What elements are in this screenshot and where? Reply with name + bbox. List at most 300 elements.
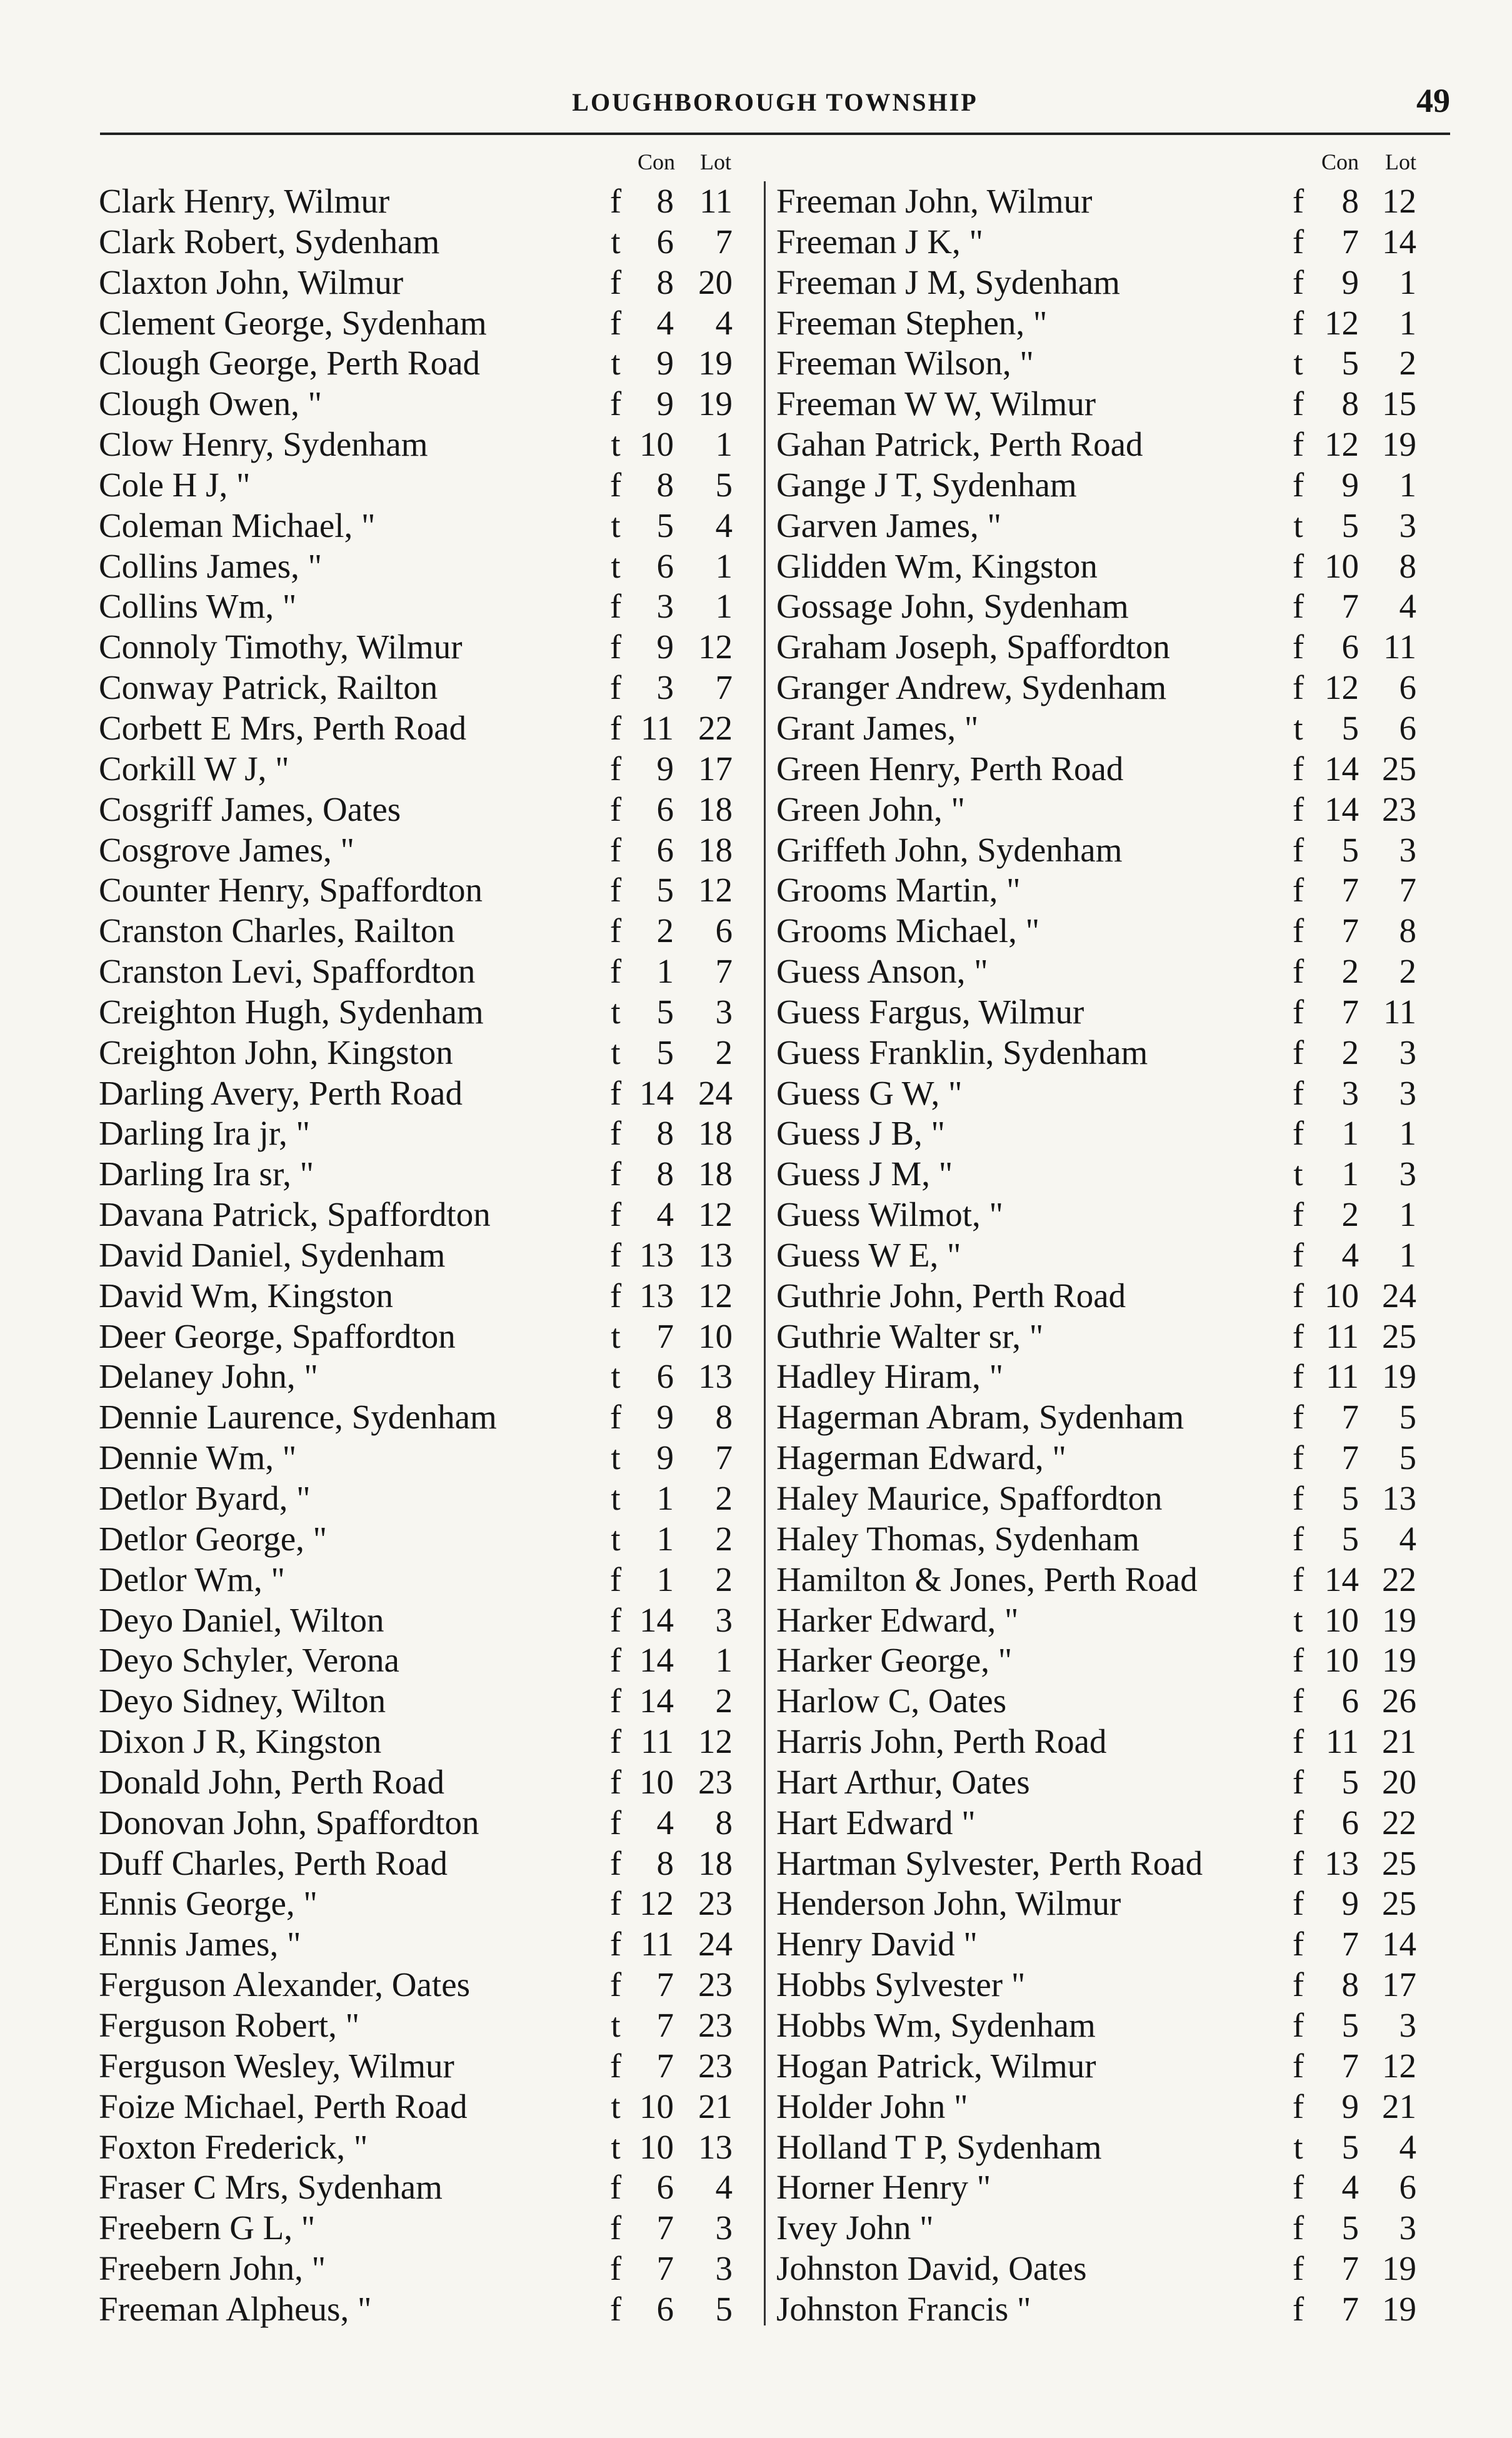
tenure-code: f xyxy=(1292,871,1304,910)
resident-name: Hamilton & Jones, Perth Road xyxy=(776,1560,1198,1598)
concession-number: 5 xyxy=(1341,708,1359,747)
tenure-code: f xyxy=(609,2168,622,2207)
concession-number: 13 xyxy=(639,1235,674,1274)
lot-number: 22 xyxy=(1382,1560,1416,1598)
resident-name: Harlow C, Oates xyxy=(776,1682,1007,1720)
lot-number: 2 xyxy=(715,1560,733,1598)
tenure-code: f xyxy=(609,1195,622,1234)
directory-entry xyxy=(99,1600,771,1641)
resident-name: Donovan John, Spaffordton xyxy=(99,1803,479,1842)
directory-entry xyxy=(776,2005,1451,2046)
directory-entry xyxy=(99,1154,771,1195)
concession-number: 3 xyxy=(656,668,674,707)
lot-number: 4 xyxy=(1399,2127,1416,2166)
tenure-code: f xyxy=(609,1762,622,1801)
directory-entry xyxy=(99,1235,771,1276)
directory-entry xyxy=(776,506,1451,546)
tenure-code: f xyxy=(1292,1357,1304,1396)
resident-name: Guthrie Walter sr, " xyxy=(776,1317,1044,1355)
concession-number: 14 xyxy=(639,1641,674,1680)
lot-number: 19 xyxy=(1382,2249,1416,2288)
directory-entry xyxy=(99,2127,771,2168)
lot-number: 21 xyxy=(1382,1722,1416,1761)
resident-name: David Daniel, Sydenham xyxy=(99,1235,446,1274)
concession-number: 6 xyxy=(656,546,674,585)
directory-entry xyxy=(99,1722,771,1762)
page-number: 49 xyxy=(1416,82,1450,119)
concession-number: 1 xyxy=(656,1560,674,1598)
directory-entry xyxy=(99,181,771,222)
concession-number: 5 xyxy=(1341,2005,1359,2044)
lot-number: 19 xyxy=(698,384,733,423)
tenure-code: f xyxy=(609,2249,622,2288)
directory-entry xyxy=(776,790,1451,830)
lot-number: 18 xyxy=(698,830,733,869)
resident-name: Guess J M, " xyxy=(776,1155,953,1193)
concession-number: 7 xyxy=(656,1317,674,1355)
concession-number: 8 xyxy=(656,263,674,301)
concession-number: 1 xyxy=(1341,1114,1359,1153)
directory-entry xyxy=(776,465,1451,506)
lot-number: 13 xyxy=(1382,1479,1416,1517)
tenure-code: f xyxy=(609,952,622,991)
column-header xyxy=(99,149,771,181)
resident-name: Hartman Sylvester, Perth Road xyxy=(776,1844,1203,1882)
tenure-code: f xyxy=(609,182,622,220)
resident-name: Haley Maurice, Spaffordton xyxy=(776,1479,1163,1517)
directory-entry xyxy=(99,992,771,1033)
concession-number: 7 xyxy=(656,2005,674,2044)
tenure-code: f xyxy=(609,749,622,788)
tenure-code: f xyxy=(609,1155,622,1193)
concession-number: 9 xyxy=(1341,465,1359,504)
directory-entry xyxy=(776,1803,1451,1844)
tenure-code: t xyxy=(611,1317,621,1355)
tenure-code: t xyxy=(611,992,621,1031)
resident-name: Holder John " xyxy=(776,2087,968,2125)
concession-number: 5 xyxy=(1341,1762,1359,1801)
directory-entry xyxy=(776,1397,1451,1438)
resident-name: Duff Charles, Perth Road xyxy=(99,1844,448,1882)
concession-number: 9 xyxy=(656,628,674,666)
resident-name: Horner Henry " xyxy=(776,2168,991,2207)
directory-entry xyxy=(99,1195,771,1235)
lot-number: 3 xyxy=(1399,830,1416,869)
directory-entry xyxy=(776,303,1451,344)
lot-number: 19 xyxy=(1382,425,1416,464)
tenure-code: t xyxy=(611,2127,621,2166)
lot-number: 8 xyxy=(715,1398,733,1437)
tenure-code: f xyxy=(609,1803,622,1842)
tenure-code: f xyxy=(609,830,622,869)
directory-entry xyxy=(776,1073,1451,1114)
lot-number: 3 xyxy=(1399,1073,1416,1112)
directory-entry xyxy=(99,2249,771,2289)
lot-number: 5 xyxy=(715,465,733,504)
concession-number: 5 xyxy=(1341,506,1359,544)
lot-number: 12 xyxy=(698,871,733,910)
tenure-code: f xyxy=(609,1682,622,1720)
resident-name: Hart Edward " xyxy=(776,1803,976,1842)
resident-name: Deyo Daniel, Wilton xyxy=(99,1600,384,1639)
tenure-code: f xyxy=(1292,1114,1304,1153)
concession-number: 2 xyxy=(1341,952,1359,991)
lot-number: 7 xyxy=(715,1438,733,1477)
lot-number: 1 xyxy=(1399,1195,1416,1234)
lot-number: 11 xyxy=(1383,992,1416,1031)
lot-number: 3 xyxy=(1399,1155,1416,1193)
concession-number: 5 xyxy=(656,506,674,544)
resident-name: Counter Henry, Spaffordton xyxy=(99,871,483,910)
directory-entry xyxy=(776,546,1451,587)
tenure-code: t xyxy=(1293,1155,1303,1193)
resident-name: Clough Owen, " xyxy=(99,384,323,423)
directory-entry xyxy=(776,1600,1451,1641)
directory-entry xyxy=(99,1276,771,1317)
tenure-code: f xyxy=(1292,1317,1304,1355)
directory-entry xyxy=(776,2289,1451,2330)
lot-number: 5 xyxy=(1399,1438,1416,1477)
tenure-code: t xyxy=(611,2005,621,2044)
lot-number: 21 xyxy=(1382,2087,1416,2125)
tenure-code: f xyxy=(609,628,622,666)
lot-number: 4 xyxy=(715,303,733,342)
concession-number: 5 xyxy=(656,992,674,1031)
con-heading: Con xyxy=(1321,149,1359,174)
directory-entry xyxy=(776,627,1451,668)
lot-number: 19 xyxy=(1382,1600,1416,1639)
resident-name: Holland T P, Sydenham xyxy=(776,2127,1102,2166)
concession-number: 10 xyxy=(639,425,674,464)
tenure-code: f xyxy=(1292,1682,1304,1720)
concession-number: 7 xyxy=(1341,1398,1359,1437)
resident-name: Ferguson Wesley, Wilmur xyxy=(99,2046,454,2085)
tenure-code: f xyxy=(1292,1884,1304,1923)
resident-name: Graham Joseph, Spaffordton xyxy=(776,628,1170,666)
lot-number: 24 xyxy=(1382,1276,1416,1315)
directory-entry xyxy=(99,1357,771,1397)
lot-number: 11 xyxy=(699,182,733,220)
concession-number: 4 xyxy=(1341,1235,1359,1274)
tenure-code: f xyxy=(609,1884,622,1923)
tenure-code: f xyxy=(1292,2209,1304,2247)
tenure-code: f xyxy=(609,1641,622,1680)
resident-name: Griffeth John, Sydenham xyxy=(776,830,1123,869)
concession-number: 7 xyxy=(656,2046,674,2085)
resident-name: Clark Henry, Wilmur xyxy=(99,182,390,220)
resident-name: Foize Michael, Perth Road xyxy=(99,2087,468,2125)
resident-name: Clark Robert, Sydenham xyxy=(99,222,440,261)
tenure-code: f xyxy=(1292,1844,1304,1882)
lot-number: 17 xyxy=(698,749,733,788)
tenure-code: f xyxy=(1292,303,1304,342)
tenure-code: t xyxy=(611,222,621,261)
lot-number: 2 xyxy=(715,1479,733,1517)
directory-entry xyxy=(776,1154,1451,1195)
lot-number: 2 xyxy=(715,1682,733,1720)
lot-number: 12 xyxy=(1382,2046,1416,2085)
resident-name: Hadley Hiram, " xyxy=(776,1357,1004,1396)
lot-number: 25 xyxy=(1382,749,1416,788)
concession-number: 4 xyxy=(656,303,674,342)
directory-entry xyxy=(99,1965,771,2005)
directory-entry xyxy=(776,263,1451,303)
resident-name: Ferguson Alexander, Oates xyxy=(99,1965,471,2004)
lot-number: 23 xyxy=(698,1762,733,1801)
directory-entry xyxy=(776,1033,1451,1073)
tenure-code: f xyxy=(1292,1195,1304,1234)
concession-number: 10 xyxy=(1324,1276,1359,1315)
resident-name: Gange J T, Sydenham xyxy=(776,465,1077,504)
resident-name: Garven James, " xyxy=(776,506,1001,544)
concession-number: 10 xyxy=(1324,546,1359,585)
directory-entry xyxy=(99,1033,771,1073)
tenure-code: f xyxy=(1292,1276,1304,1315)
concession-number: 6 xyxy=(1341,628,1359,666)
resident-name: Haley Thomas, Sydenham xyxy=(776,1519,1139,1558)
tenure-code: f xyxy=(1292,1641,1304,1680)
lot-number: 24 xyxy=(698,1073,733,1112)
directory-entry xyxy=(99,830,771,871)
concession-number: 9 xyxy=(1341,1884,1359,1923)
lot-number: 17 xyxy=(1382,1965,1416,2004)
tenure-code: f xyxy=(1292,1235,1304,1274)
concession-number: 4 xyxy=(656,1195,674,1234)
resident-name: Freeman John, Wilmur xyxy=(776,182,1093,220)
concession-number: 9 xyxy=(656,1398,674,1437)
lot-number: 23 xyxy=(698,2046,733,2085)
concession-number: 7 xyxy=(1341,2046,1359,2085)
resident-name: Creighton John, Kingston xyxy=(99,1033,453,1071)
resident-name: Creighton Hugh, Sydenham xyxy=(99,992,484,1031)
resident-name: Deyo Sidney, Wilton xyxy=(99,1682,386,1720)
tenure-code: f xyxy=(1292,1398,1304,1437)
tenure-code: f xyxy=(1292,1033,1304,1071)
concession-number: 14 xyxy=(1324,1560,1359,1598)
directory-entry xyxy=(776,1844,1451,1884)
tenure-code: f xyxy=(609,2209,622,2247)
directory-entry xyxy=(776,222,1451,263)
directory-entry xyxy=(99,1397,771,1438)
concession-number: 11 xyxy=(641,1722,674,1761)
lot-number: 23 xyxy=(1382,790,1416,828)
lot-number: 4 xyxy=(1399,1519,1416,1558)
lot-number: 3 xyxy=(715,2209,733,2247)
lot-heading: Lot xyxy=(700,149,731,174)
resident-name: Harker Edward, " xyxy=(776,1600,1019,1639)
lot-number: 18 xyxy=(698,1155,733,1193)
directory-entry xyxy=(99,1681,771,1722)
concession-number: 14 xyxy=(1324,790,1359,828)
resident-name: Guthrie John, Perth Road xyxy=(776,1276,1126,1315)
tenure-code: f xyxy=(1292,384,1304,423)
tenure-code: f xyxy=(609,1722,622,1761)
tenure-code: f xyxy=(609,303,622,342)
directory-entry xyxy=(776,668,1451,708)
concession-number: 1 xyxy=(656,1479,674,1517)
directory-entry xyxy=(99,343,771,384)
lot-number: 10 xyxy=(698,1317,733,1355)
concession-number: 4 xyxy=(1341,2168,1359,2207)
concession-number: 9 xyxy=(656,749,674,788)
resident-name: Detlor George, " xyxy=(99,1519,328,1558)
concession-number: 6 xyxy=(656,2168,674,2207)
lot-number: 12 xyxy=(698,628,733,666)
resident-name: Guess Fargus, Wilmur xyxy=(776,992,1084,1031)
tenure-code: t xyxy=(611,344,621,383)
tenure-code: f xyxy=(1292,1438,1304,1477)
resident-name: Freebern John, " xyxy=(99,2249,326,2288)
resident-name: Harker George, " xyxy=(776,1641,1013,1680)
lot-number: 23 xyxy=(698,2005,733,2044)
resident-name: Grant James, " xyxy=(776,708,979,747)
lot-number: 11 xyxy=(1383,628,1416,666)
column-header xyxy=(776,149,1451,181)
directory-entry xyxy=(99,708,771,749)
directory-entry xyxy=(776,2167,1451,2208)
directory-entry xyxy=(99,424,771,465)
resident-name: Collins Wm, " xyxy=(99,587,297,626)
directory-entry xyxy=(99,1560,771,1600)
tenure-code: f xyxy=(1292,2046,1304,2085)
directory-entry xyxy=(99,1438,771,1478)
lot-number: 22 xyxy=(1382,1803,1416,1842)
resident-name: Freeman Stephen, " xyxy=(776,303,1048,342)
directory-entry xyxy=(776,830,1451,871)
resident-name: Darling Ira jr, " xyxy=(99,1114,310,1153)
lot-number: 19 xyxy=(698,344,733,383)
concession-number: 7 xyxy=(1341,587,1359,626)
lot-number: 1 xyxy=(1399,465,1416,504)
resident-name: Cranston Levi, Spaffordton xyxy=(99,952,476,991)
resident-name: Darling Avery, Perth Road xyxy=(99,1073,463,1112)
concession-number: 6 xyxy=(656,830,674,869)
lot-number: 8 xyxy=(1399,911,1416,950)
resident-name: Guess G W, " xyxy=(776,1073,963,1112)
tenure-code: f xyxy=(1292,1965,1304,2004)
con-heading: Con xyxy=(638,149,676,174)
resident-name: Connoly Timothy, Wilmur xyxy=(99,628,463,666)
resident-name: Freebern G L, " xyxy=(99,2209,316,2247)
tenure-code: f xyxy=(1292,425,1304,464)
tenure-code: f xyxy=(609,587,622,626)
directory-entry xyxy=(776,1113,1451,1154)
directory-entry xyxy=(99,586,771,627)
directory-entry xyxy=(776,1276,1451,1317)
concession-number: 8 xyxy=(1341,1965,1359,2004)
concession-number: 5 xyxy=(1341,344,1359,383)
concession-number: 7 xyxy=(656,2209,674,2247)
concession-number: 7 xyxy=(1341,2249,1359,2288)
lot-number: 26 xyxy=(1382,1682,1416,1720)
lot-number: 23 xyxy=(698,1884,733,1923)
concession-number: 1 xyxy=(1341,1155,1359,1193)
lot-number: 1 xyxy=(1399,303,1416,342)
directory-entry xyxy=(776,870,1451,911)
resident-name: Guess W E, " xyxy=(776,1235,961,1274)
concession-number: 10 xyxy=(1324,1641,1359,1680)
tenure-code: t xyxy=(1293,344,1303,383)
resident-name: David Wm, Kingston xyxy=(99,1276,394,1315)
tenure-code: t xyxy=(611,546,621,585)
tenure-code: t xyxy=(611,1479,621,1517)
lot-number: 23 xyxy=(698,1965,733,2004)
concession-number: 6 xyxy=(1341,1682,1359,1720)
tenure-code: f xyxy=(1292,182,1304,220)
concession-number: 11 xyxy=(641,1925,674,1964)
directory-entry xyxy=(99,303,771,344)
resident-name: Detlor Wm, " xyxy=(99,1560,285,1598)
concession-number: 14 xyxy=(639,1600,674,1639)
lot-number: 18 xyxy=(698,1114,733,1153)
concession-number: 12 xyxy=(639,1884,674,1923)
lot-number: 1 xyxy=(715,587,733,626)
directory-entry xyxy=(99,2087,771,2127)
concession-number: 5 xyxy=(1341,1519,1359,1558)
concession-number: 8 xyxy=(1341,384,1359,423)
directory-entry xyxy=(99,1519,771,1560)
directory-entry xyxy=(99,1924,771,1965)
concession-number: 7 xyxy=(1341,222,1359,261)
concession-number: 12 xyxy=(1324,303,1359,342)
concession-number: 13 xyxy=(1324,1844,1359,1882)
tenure-code: f xyxy=(1292,952,1304,991)
lot-number: 25 xyxy=(1382,1317,1416,1355)
resident-name: Clow Henry, Sydenham xyxy=(99,425,428,464)
resident-name: Dennie Wm, " xyxy=(99,1438,297,1477)
resident-name: Corbett E Mrs, Perth Road xyxy=(99,708,467,747)
resident-name: Conway Patrick, Railton xyxy=(99,668,438,707)
concession-number: 14 xyxy=(639,1682,674,1720)
tenure-code: f xyxy=(1292,2087,1304,2125)
lot-number: 3 xyxy=(1399,2209,1416,2247)
concession-number: 11 xyxy=(641,708,674,747)
concession-number: 5 xyxy=(656,871,674,910)
directory-entry xyxy=(99,546,771,587)
tenure-code: f xyxy=(1292,263,1304,301)
directory-entry xyxy=(776,1560,1451,1600)
directory-entry xyxy=(776,1884,1451,1924)
tenure-code: f xyxy=(609,1600,622,1639)
tenure-code: f xyxy=(1292,628,1304,666)
resident-name: Hagerman Abram, Sydenham xyxy=(776,1398,1184,1437)
concession-number: 8 xyxy=(656,1114,674,1153)
concession-number: 7 xyxy=(1341,911,1359,950)
tenure-code: f xyxy=(609,1560,622,1598)
lot-number: 19 xyxy=(1382,2289,1416,2328)
tenure-code: t xyxy=(611,1519,621,1558)
lot-number: 7 xyxy=(715,952,733,991)
tenure-code: t xyxy=(1293,1600,1303,1639)
lot-number: 1 xyxy=(1399,1235,1416,1274)
lot-number: 3 xyxy=(715,1600,733,1639)
concession-number: 13 xyxy=(639,1276,674,1315)
concession-number: 1 xyxy=(656,952,674,991)
lot-number: 2 xyxy=(715,1033,733,1071)
tenure-code: f xyxy=(1292,1560,1304,1598)
resident-name: Corkill W J, " xyxy=(99,749,289,788)
resident-name: Deyo Schyler, Verona xyxy=(99,1641,399,1680)
resident-name: Guess Franklin, Sydenham xyxy=(776,1033,1148,1071)
directory-entry xyxy=(99,263,771,303)
tenure-code: t xyxy=(611,425,621,464)
resident-name: Hobbs Sylvester " xyxy=(776,1965,1026,2004)
tenure-code: f xyxy=(609,1276,622,1315)
concession-number: 9 xyxy=(656,344,674,383)
concession-number: 3 xyxy=(656,587,674,626)
directory-entry xyxy=(776,424,1451,465)
resident-name: Claxton John, Wilmur xyxy=(99,263,404,301)
